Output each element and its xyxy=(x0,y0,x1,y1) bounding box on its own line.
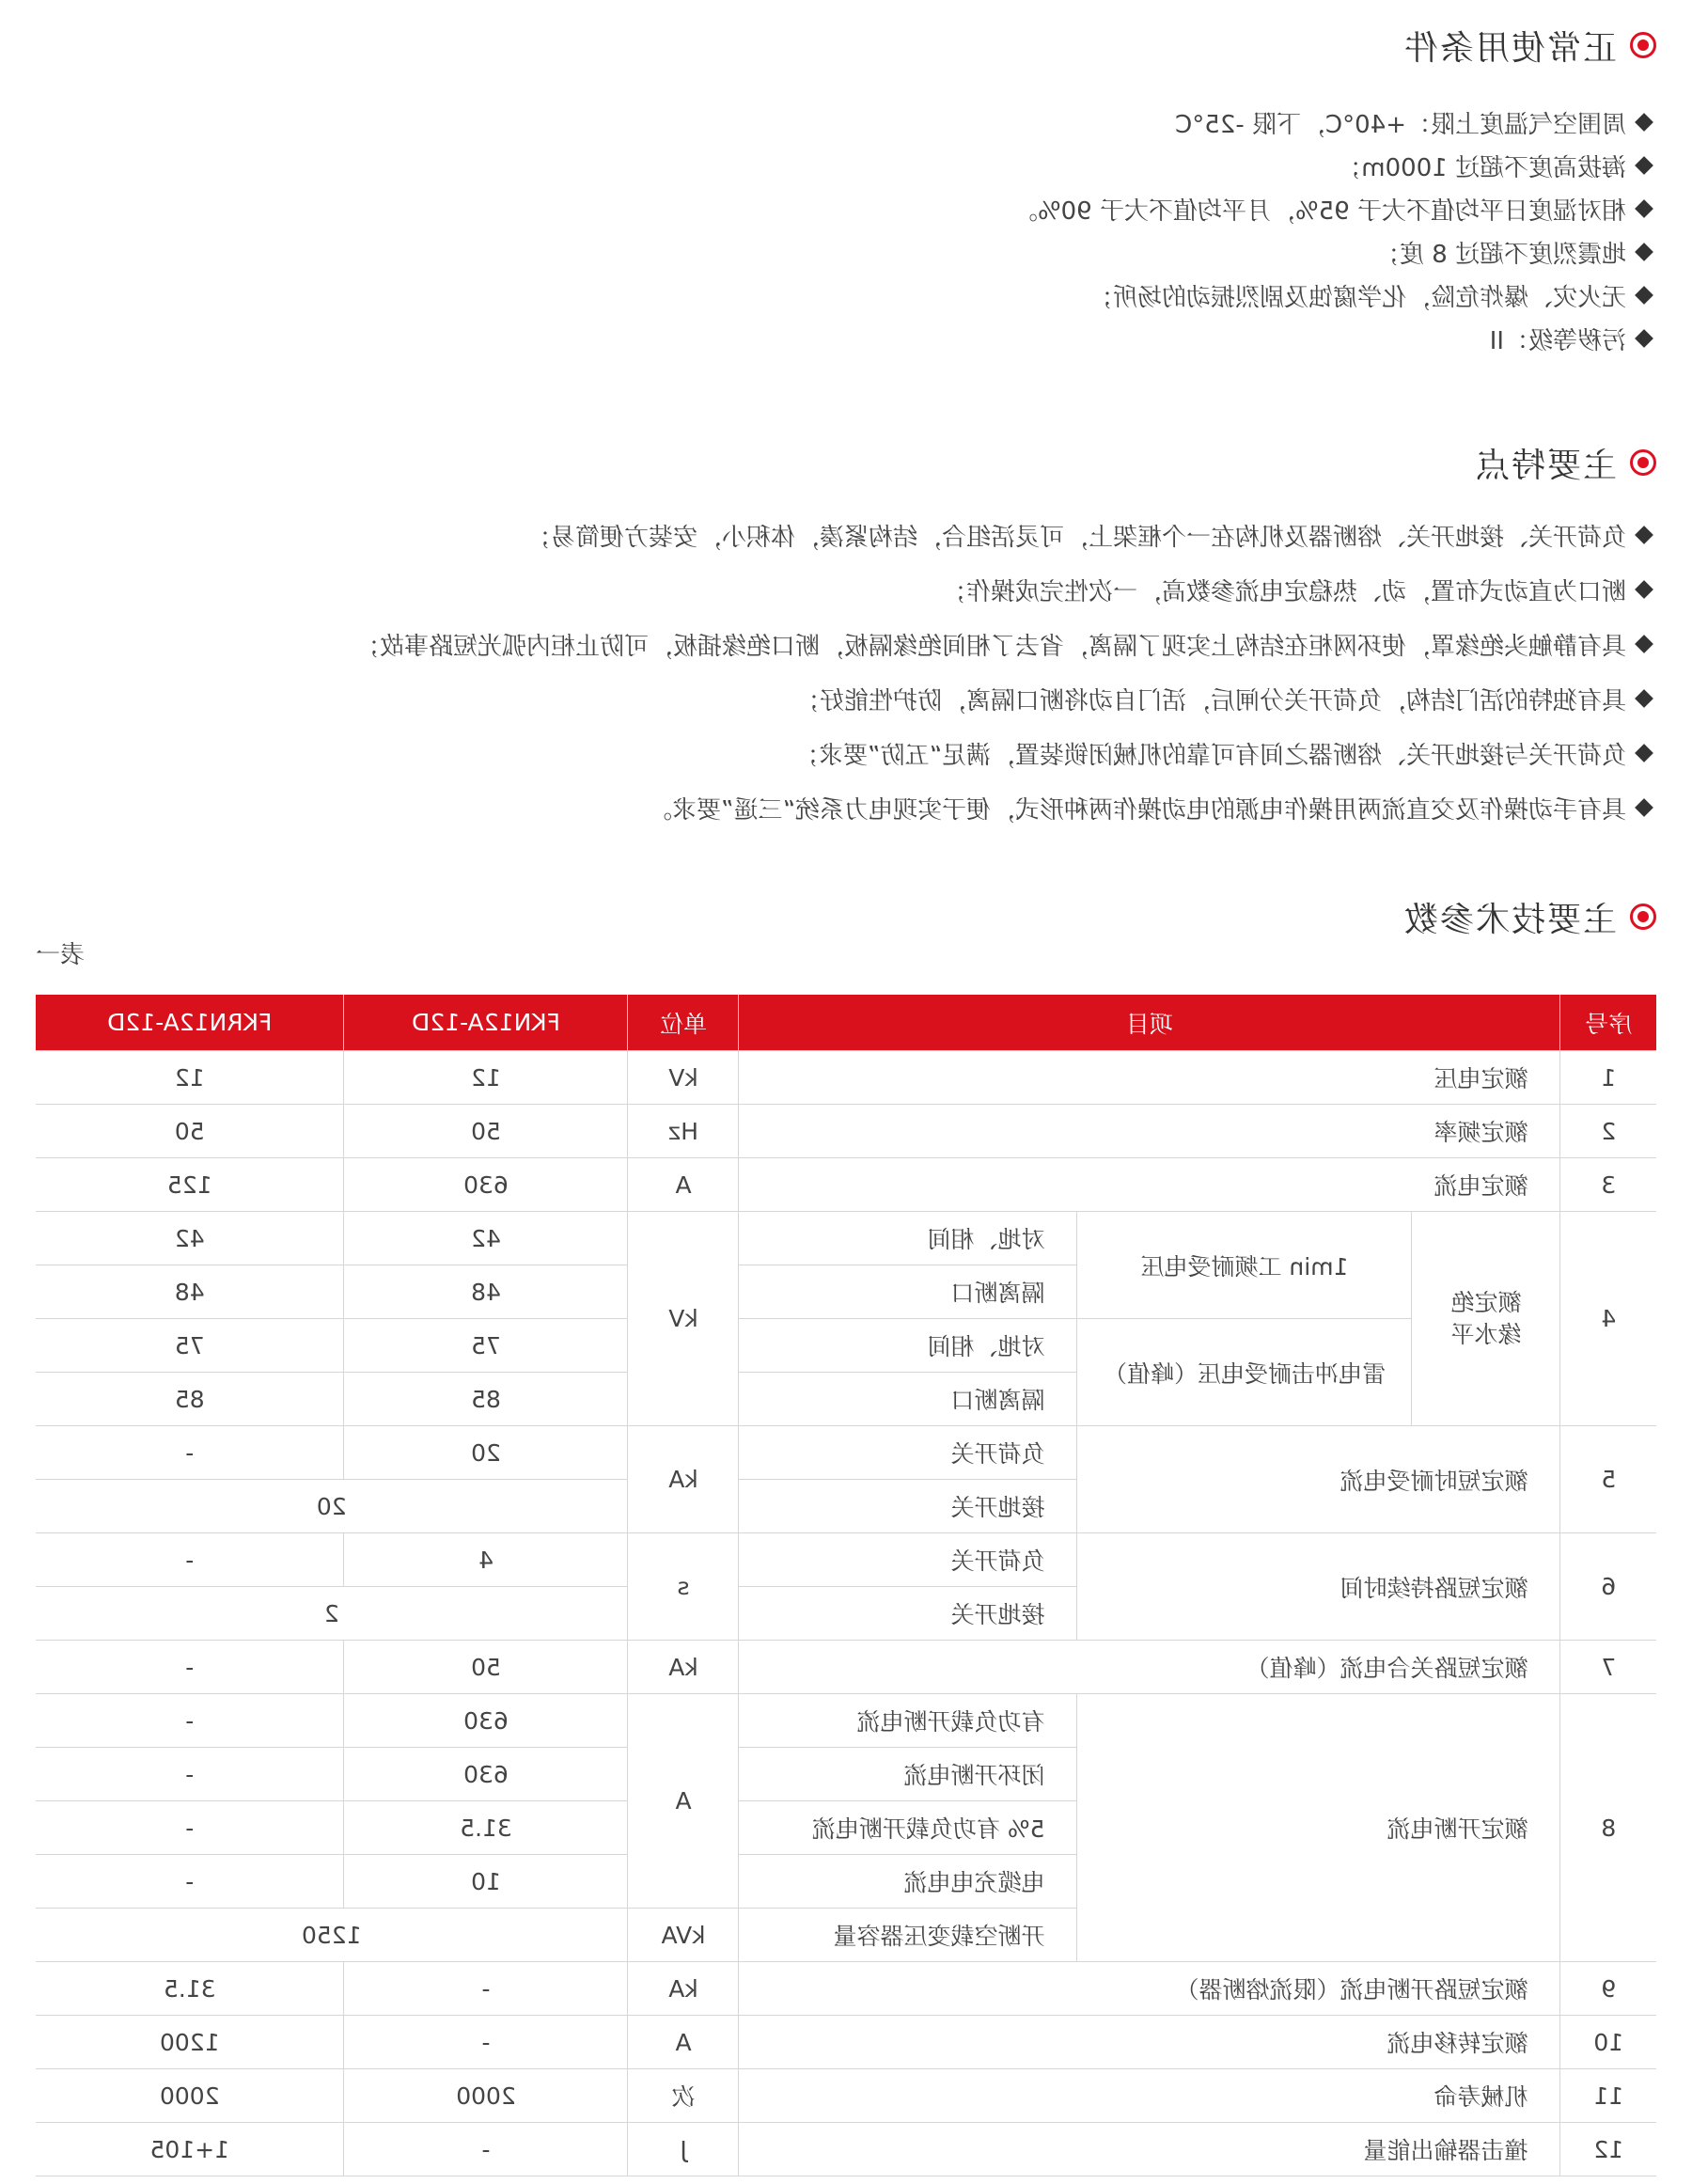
cell-no: 11 xyxy=(1560,2069,1656,2123)
cell-subitem: 对地、相间 xyxy=(739,1212,1077,1265)
cell-no: 12 xyxy=(1560,2123,1656,2176)
diamond-bullet-icon xyxy=(1635,580,1653,599)
diamond-bullet-icon xyxy=(1635,689,1653,708)
cell-item: 额定短路关合电流（峰值） xyxy=(739,1641,1560,1694)
cell-value: - xyxy=(36,1641,344,1694)
list-item: 负荷开关与接地开关、熔断器之间有可靠的机械闭锁装置，满足“五防”要求； xyxy=(355,726,1656,780)
cell-no: 8 xyxy=(1560,1694,1656,1962)
cell-value: 31.5 xyxy=(344,1801,628,1855)
list-item: 断口为直动式布置，动、热稳定电流参数高，一次性完成操作； xyxy=(355,562,1656,617)
cell-unit: kA xyxy=(628,1426,739,1533)
cell-unit: A xyxy=(628,2016,739,2069)
table-row xyxy=(36,1641,1656,1694)
section-title-text: 主要技术参数 xyxy=(1402,900,1617,939)
diamond-bullet-icon xyxy=(1635,798,1653,817)
cell-subitem: 隔离断口 xyxy=(739,1373,1077,1426)
table-row xyxy=(36,2069,1656,2123)
cell-value: 31.5 xyxy=(36,1962,344,2016)
list-item: 无火灾、爆炸危险，化学腐蚀及剧烈振动的场所； xyxy=(1013,274,1656,317)
cell-value: 10 xyxy=(344,1855,628,1909)
list-item: 海拔高度不超过 1000m； xyxy=(1013,144,1656,187)
cell-no: 3 xyxy=(1560,1158,1656,1212)
cell-value: - xyxy=(36,1694,344,1748)
diamond-bullet-icon xyxy=(1635,526,1653,544)
cell-subgroup: 1min 工频耐受电压 xyxy=(1077,1212,1412,1319)
table-row xyxy=(36,1533,1656,1587)
cell-value: 1200 xyxy=(36,2016,344,2069)
cell-subitem: 5% 有功负载开断电流 xyxy=(739,1801,1077,1855)
section-title-params xyxy=(1402,888,1656,945)
cell-value: - xyxy=(344,2123,628,2176)
cell-value: - xyxy=(36,1801,344,1855)
cell-no: 1 xyxy=(1560,1051,1656,1105)
table-caption: 表一 xyxy=(36,941,86,969)
section-title-text: 正常使用条件 xyxy=(1402,28,1617,68)
cell-no: 6 xyxy=(1560,1533,1656,1641)
list-item: 负荷开关、接地开关、熔断器及机构在一个框架上，可灵活组合，结构紧凑，体积小，安装方便简易； xyxy=(355,508,1656,562)
list-item: 周围空气温度上限：+40°C，下限 -25°C xyxy=(1013,101,1656,144)
header-item: 项目 xyxy=(739,995,1560,1051)
cell-value: 75 xyxy=(36,1319,344,1373)
cell-value: - xyxy=(36,1748,344,1801)
target-ring-icon xyxy=(1630,903,1656,930)
cell-unit: A xyxy=(628,1158,739,1212)
cell-value: 50 xyxy=(344,1105,628,1158)
diamond-bullet-icon xyxy=(1635,243,1653,261)
cell-value: - xyxy=(36,1426,344,1480)
section-title-text: 主要特点 xyxy=(1473,446,1617,485)
header-model-1: FKN12A-12D xyxy=(344,995,628,1051)
cell-value: 20 xyxy=(36,1480,628,1533)
cell-group: 额定绝缘水平 xyxy=(1412,1212,1560,1426)
cell-no: 7 xyxy=(1560,1641,1656,1694)
cell-value: - xyxy=(344,2016,628,2069)
table-row xyxy=(36,1051,1656,1105)
cell-subitem: 隔离断口 xyxy=(739,1265,1077,1319)
list-item: 具有静触头绝缘罩，使环网柜在结构上实现了隔离，省去了相间绝缘隔板，断口绝缘插板，可防止柜内弧光短路事故； xyxy=(355,617,1656,671)
cell-value: - xyxy=(36,1855,344,1909)
header-no: 序号 xyxy=(1560,995,1656,1051)
target-ring-icon xyxy=(1630,32,1656,58)
cell-value: 12 xyxy=(344,1051,628,1105)
cell-value: 75 xyxy=(344,1319,628,1373)
cell-unit: kA xyxy=(628,1641,739,1694)
section-title-conditions xyxy=(1402,17,1656,73)
cell-item: 额定电压 xyxy=(739,1051,1560,1105)
cell-value: 42 xyxy=(36,1212,344,1265)
cell-value: 1+105 xyxy=(36,2123,344,2176)
diamond-bullet-icon xyxy=(1635,744,1653,762)
cell-value: 630 xyxy=(344,1158,628,1212)
cell-value: 2000 xyxy=(36,2069,344,2123)
cell-item: 额定频率 xyxy=(739,1105,1560,1158)
cell-value: 85 xyxy=(36,1373,344,1426)
cell-unit: kVA xyxy=(628,1909,739,1962)
cell-value: 125 xyxy=(36,1158,344,1212)
list-item: 污秽等级：II xyxy=(1013,317,1656,360)
diamond-bullet-icon xyxy=(1635,286,1653,305)
cell-unit: A xyxy=(628,1694,739,1909)
cell-value: 50 xyxy=(36,1105,344,1158)
diamond-bullet-icon xyxy=(1635,199,1653,218)
cell-item: 额定转移电流 xyxy=(739,2016,1560,2069)
cell-unit: s xyxy=(628,1533,739,1641)
list-item: 相对湿度日平均值不大于 95%，月平均值不大于 90%。 xyxy=(1013,187,1656,230)
cell-subitem: 接地开关 xyxy=(739,1587,1077,1641)
cell-item: 额定开断电流 xyxy=(1077,1694,1560,1962)
cell-subitem: 有功负载开断电流 xyxy=(739,1694,1077,1748)
table-row xyxy=(36,1962,1656,2016)
cell-value: 630 xyxy=(344,1748,628,1801)
cell-no: 4 xyxy=(1560,1212,1656,1426)
table-row xyxy=(36,2123,1656,2176)
diamond-bullet-icon xyxy=(1635,635,1653,653)
header-model-2: FKRN12A-12D xyxy=(36,995,344,1051)
cell-item: 额定短路持续时间 xyxy=(1077,1533,1560,1641)
list-item: 具有手动操作及交直流两用操作电源的电动操作两种形式，便于实现电力系统“三遥”要求。 xyxy=(355,780,1656,835)
list-item: 具有独特的活门结构，负荷开关分闸后，活门自动将断口隔离，防护性能好； xyxy=(355,671,1656,726)
diamond-bullet-icon xyxy=(1635,113,1653,132)
cell-value: 20 xyxy=(344,1426,628,1480)
cell-item: 额定短时耐受电流 xyxy=(1077,1426,1560,1533)
cell-unit: kV xyxy=(628,1212,739,1426)
cell-value: 1250 xyxy=(36,1909,628,1962)
table-row xyxy=(36,1212,1656,1265)
cell-value: 48 xyxy=(344,1265,628,1319)
diamond-bullet-icon xyxy=(1635,156,1653,175)
cell-value: 85 xyxy=(344,1373,628,1426)
table-row xyxy=(36,1426,1656,1480)
cell-item: 撞击器输出能量 xyxy=(739,2123,1560,2176)
cell-subitem: 负荷开关 xyxy=(739,1426,1077,1480)
cell-unit: kV xyxy=(628,1051,739,1105)
table-row xyxy=(36,1158,1656,1212)
list-item: 地震烈度不超过 8 度； xyxy=(1013,230,1656,274)
spec-table xyxy=(36,995,1656,2176)
conditions-list xyxy=(1013,101,1656,360)
cell-value: 12 xyxy=(36,1051,344,1105)
cell-value: - xyxy=(36,1533,344,1587)
cell-value: 50 xyxy=(344,1641,628,1694)
cell-item: 额定电流 xyxy=(739,1158,1560,1212)
section-title-features xyxy=(1474,434,1656,491)
cell-value: - xyxy=(344,1962,628,2016)
cell-subitem: 负荷开关 xyxy=(739,1533,1077,1587)
cell-value: 630 xyxy=(344,1694,628,1748)
table-header-row xyxy=(36,995,1656,1051)
cell-no: 5 xyxy=(1560,1426,1656,1533)
cell-item: 机械寿命 xyxy=(739,2069,1560,2123)
cell-subitem: 对地、相间 xyxy=(739,1319,1077,1373)
target-ring-icon xyxy=(1630,449,1656,476)
cell-unit: Hz xyxy=(628,1105,739,1158)
cell-subgroup: 雷电冲击耐受电压（峰值） xyxy=(1077,1319,1412,1426)
cell-unit: kA xyxy=(628,1962,739,2016)
cell-value: 2000 xyxy=(344,2069,628,2123)
cell-subitem: 闭环开断电流 xyxy=(739,1748,1077,1801)
cell-value: 42 xyxy=(344,1212,628,1265)
cell-no: 2 xyxy=(1560,1105,1656,1158)
diamond-bullet-icon xyxy=(1635,329,1653,348)
header-unit: 单位 xyxy=(628,995,739,1051)
cell-unit: 次 xyxy=(628,2069,739,2123)
table-row xyxy=(36,1694,1656,1748)
cell-no: 9 xyxy=(1560,1962,1656,2016)
table-row xyxy=(36,1105,1656,1158)
cell-value: 4 xyxy=(344,1533,628,1587)
cell-value: 2 xyxy=(36,1587,628,1641)
cell-unit: J xyxy=(628,2123,739,2176)
cell-value: 48 xyxy=(36,1265,344,1319)
features-list xyxy=(355,508,1656,835)
table-row xyxy=(36,2016,1656,2069)
cell-item: 额定短路开断电流（限流熔断器） xyxy=(739,1962,1560,2016)
cell-subitem: 接地开关 xyxy=(739,1480,1077,1533)
cell-subitem: 电缆充电电流 xyxy=(739,1855,1077,1909)
cell-subitem: 开断空载变压器容量 xyxy=(739,1909,1077,1962)
cell-no: 10 xyxy=(1560,2016,1656,2069)
